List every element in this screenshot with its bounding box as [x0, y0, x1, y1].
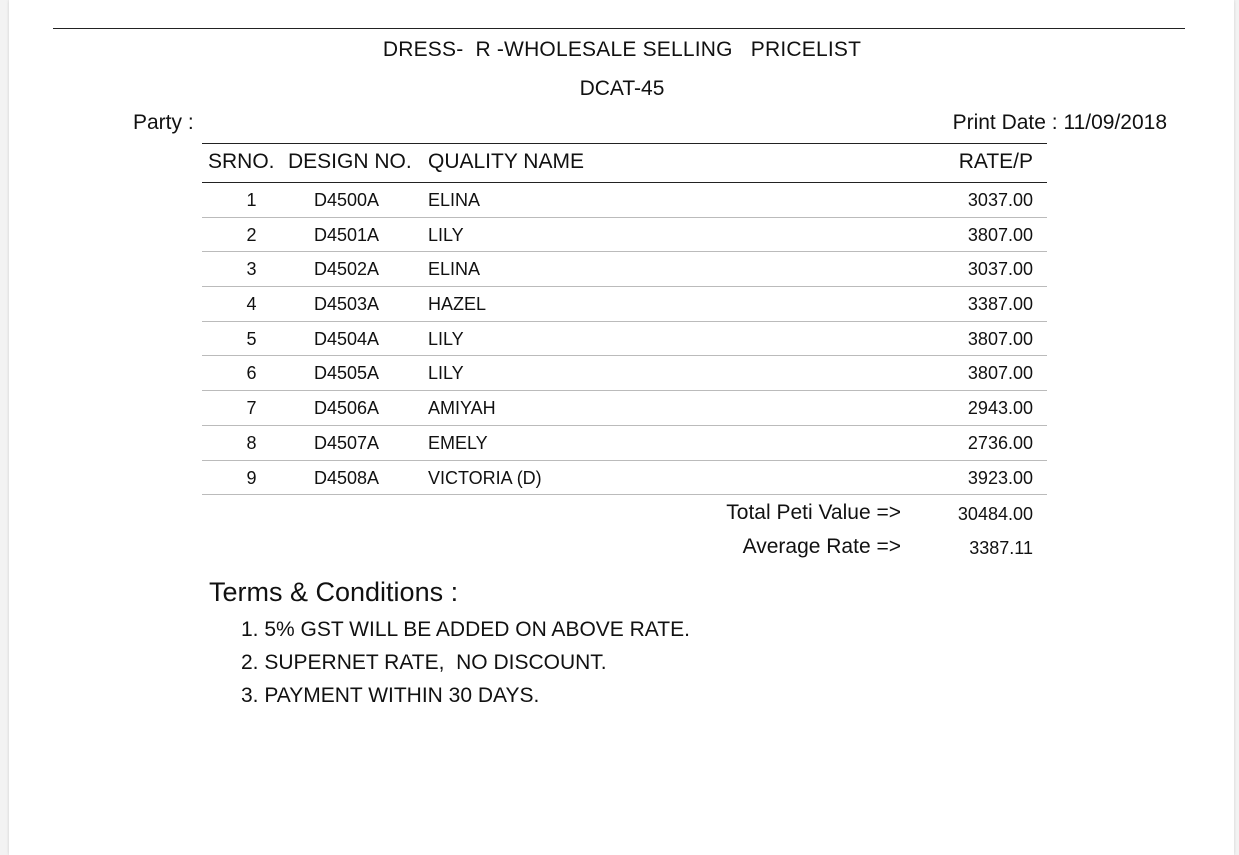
cell-srno: 3	[246, 259, 257, 280]
print-date: Print Date : 11/09/2018	[952, 111, 1167, 134]
table-row	[202, 322, 1047, 357]
cell-rate: 3807.00	[967, 224, 1033, 245]
cell-rate: 3923.00	[967, 467, 1033, 488]
terms-list	[241, 617, 690, 716]
cell-quality-name: ELINA	[428, 190, 481, 210]
document-subtitle: DCAT-45	[579, 77, 665, 100]
average-value: 3387.11	[969, 538, 1033, 558]
terms-title: Terms & Conditions :	[209, 577, 459, 607]
cell-rate: 2943.00	[967, 398, 1033, 419]
table-row	[202, 356, 1047, 391]
cell-srno: 1	[246, 190, 257, 210]
party-label: Party :	[133, 111, 194, 134]
top-rule	[53, 28, 1185, 29]
cell-design-no: D4504A	[314, 328, 380, 349]
header-design-no: DESIGN NO.	[288, 150, 412, 173]
cell-rate: 3037.00	[967, 190, 1033, 210]
cell-rate: 3807.00	[967, 363, 1033, 384]
terms-item: 1. 5% GST WILL BE ADDED ON ABOVE RATE.	[241, 618, 690, 641]
cell-quality-name: VICTORIA (D)	[428, 467, 542, 488]
cell-quality-name: LILY	[428, 328, 464, 349]
cell-srno: 9	[246, 467, 257, 488]
table-row	[202, 218, 1047, 253]
cell-design-no: D4503A	[314, 294, 380, 315]
table-row	[202, 391, 1047, 426]
pricelist-table	[202, 143, 1047, 495]
table-row	[202, 252, 1047, 287]
table-row	[202, 183, 1047, 218]
cell-design-no: D4506A	[314, 398, 380, 419]
cell-quality-name: AMIYAH	[428, 398, 496, 419]
cell-quality-name: ELINA	[428, 259, 481, 280]
cell-design-no: D4501A	[314, 224, 380, 245]
table-body	[202, 183, 1047, 495]
table-row	[202, 426, 1047, 461]
cell-quality-name: HAZEL	[428, 294, 487, 315]
cell-quality-name: EMELY	[428, 432, 488, 453]
total-value: 30484.00	[957, 504, 1033, 524]
table-header	[202, 143, 1047, 183]
cell-srno: 7	[246, 398, 257, 419]
header-quality-name: QUALITY NAME	[428, 150, 584, 173]
terms-item: 2. SUPERNET RATE, NO DISCOUNT.	[241, 651, 607, 674]
cell-design-no: D4508A	[314, 467, 380, 488]
total-label: Total Peti Value =>	[726, 501, 901, 524]
cell-design-no: D4502A	[314, 259, 380, 280]
document-title: DRESS- R -WHOLESALE SELLING PRICELIST	[382, 38, 862, 61]
cell-srno: 4	[246, 294, 257, 315]
cell-quality-name: LILY	[428, 224, 464, 245]
header-srno: SRNO.	[208, 150, 275, 173]
header-rate: RATE/P	[958, 150, 1033, 173]
cell-design-no: D4500A	[314, 190, 380, 210]
average-label: Average Rate =>	[742, 535, 901, 558]
cell-design-no: D4505A	[314, 363, 380, 384]
cell-design-no: D4507A	[314, 432, 380, 453]
cell-srno: 6	[246, 363, 257, 384]
cell-rate: 3387.00	[967, 294, 1033, 315]
table-row	[202, 461, 1047, 496]
cell-srno: 8	[246, 432, 257, 453]
cell-srno: 5	[246, 328, 257, 349]
table-row	[202, 287, 1047, 322]
cell-rate: 3807.00	[967, 328, 1033, 349]
terms-item: 3. PAYMENT WITHIN 30 DAYS.	[241, 684, 540, 707]
cell-srno: 2	[246, 224, 257, 245]
cell-quality-name: LILY	[428, 363, 464, 384]
cell-rate: 3037.00	[967, 259, 1033, 280]
cell-rate: 2736.00	[967, 432, 1033, 453]
